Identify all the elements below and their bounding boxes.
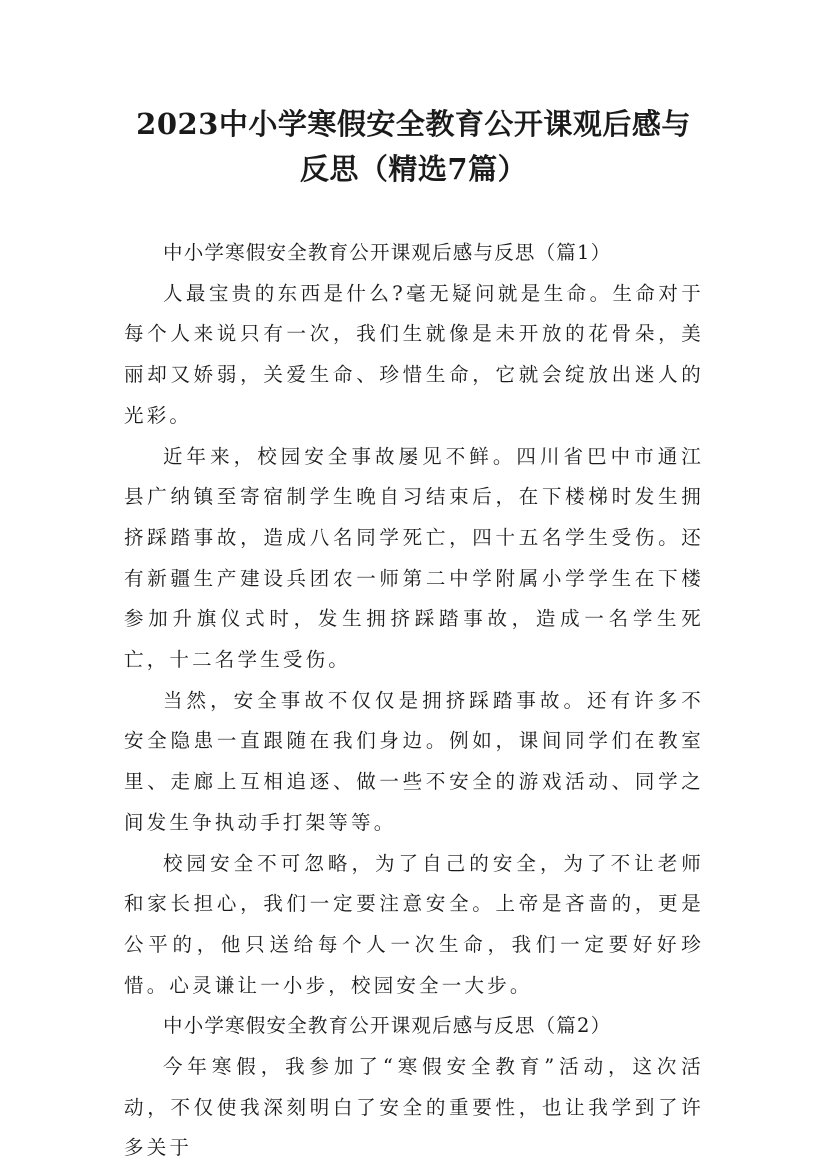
- paragraph-2: 近年来，校园安全事故屡见不鲜。四川省巴中市通江县广纳镇至寄宿制学生晚自习结束后，在下楼梯时发生拥挤踩踏事故，造成八名同学死亡，四十五名学生受伤。还有新疆生产建设兵团农一师第二中学附属小学学生在下楼参加升旗仪式时，发生拥挤踩踏事故，造成一名学生死亡，十二名学生受伤。: [124, 444, 704, 672]
- paragraph-4: 校园安全不可忽略，为了自己的安全，为了不让老师和家长担心，我们一定要注意安全。上帝是吝啬的，更是公平的，他只送给每个人一次生命，我们一定要好好珍惜。心灵谦让一小步，校园安全一大步。: [124, 851, 704, 997]
- document-title-line-2: 反思（精选7篇）: [299, 152, 528, 186]
- section-heading-2: 中小学寒假安全教育公开课观后感与反思（篇2）: [163, 1014, 612, 1038]
- paragraph-5: 今年寒假，我参加了“寒假安全教育”活动，这次活动，不仅使我深刻明白了安全的重要性，也让我学到了许多关于: [124, 1055, 704, 1160]
- paragraph-1: 人最宝贵的东西是什么?毫无疑问就是生命。生命对于每个人来说只有一次，我们生就像是未开放的花骨朵，美丽却又娇弱，关爱生命、珍惜生命，它就会绽放出迷人的光彩。: [124, 281, 704, 427]
- section-heading-1: 中小学寒假安全教育公开课观后感与反思（篇1）: [163, 241, 612, 264]
- paragraph-3: 当然，安全事故不仅仅是拥挤踩踏事故。还有许多不安全隐患一直跟随在我们身边。例如，课间同学们在教室里、走廊上互相追逐、做一些不安全的游戏活动、同学之间发生争执动手打架等等。: [124, 688, 704, 834]
- document-title-line-1: 2023中小学寒假安全教育公开课观后感与: [136, 107, 691, 141]
- document-body: [124, 233, 704, 1169]
